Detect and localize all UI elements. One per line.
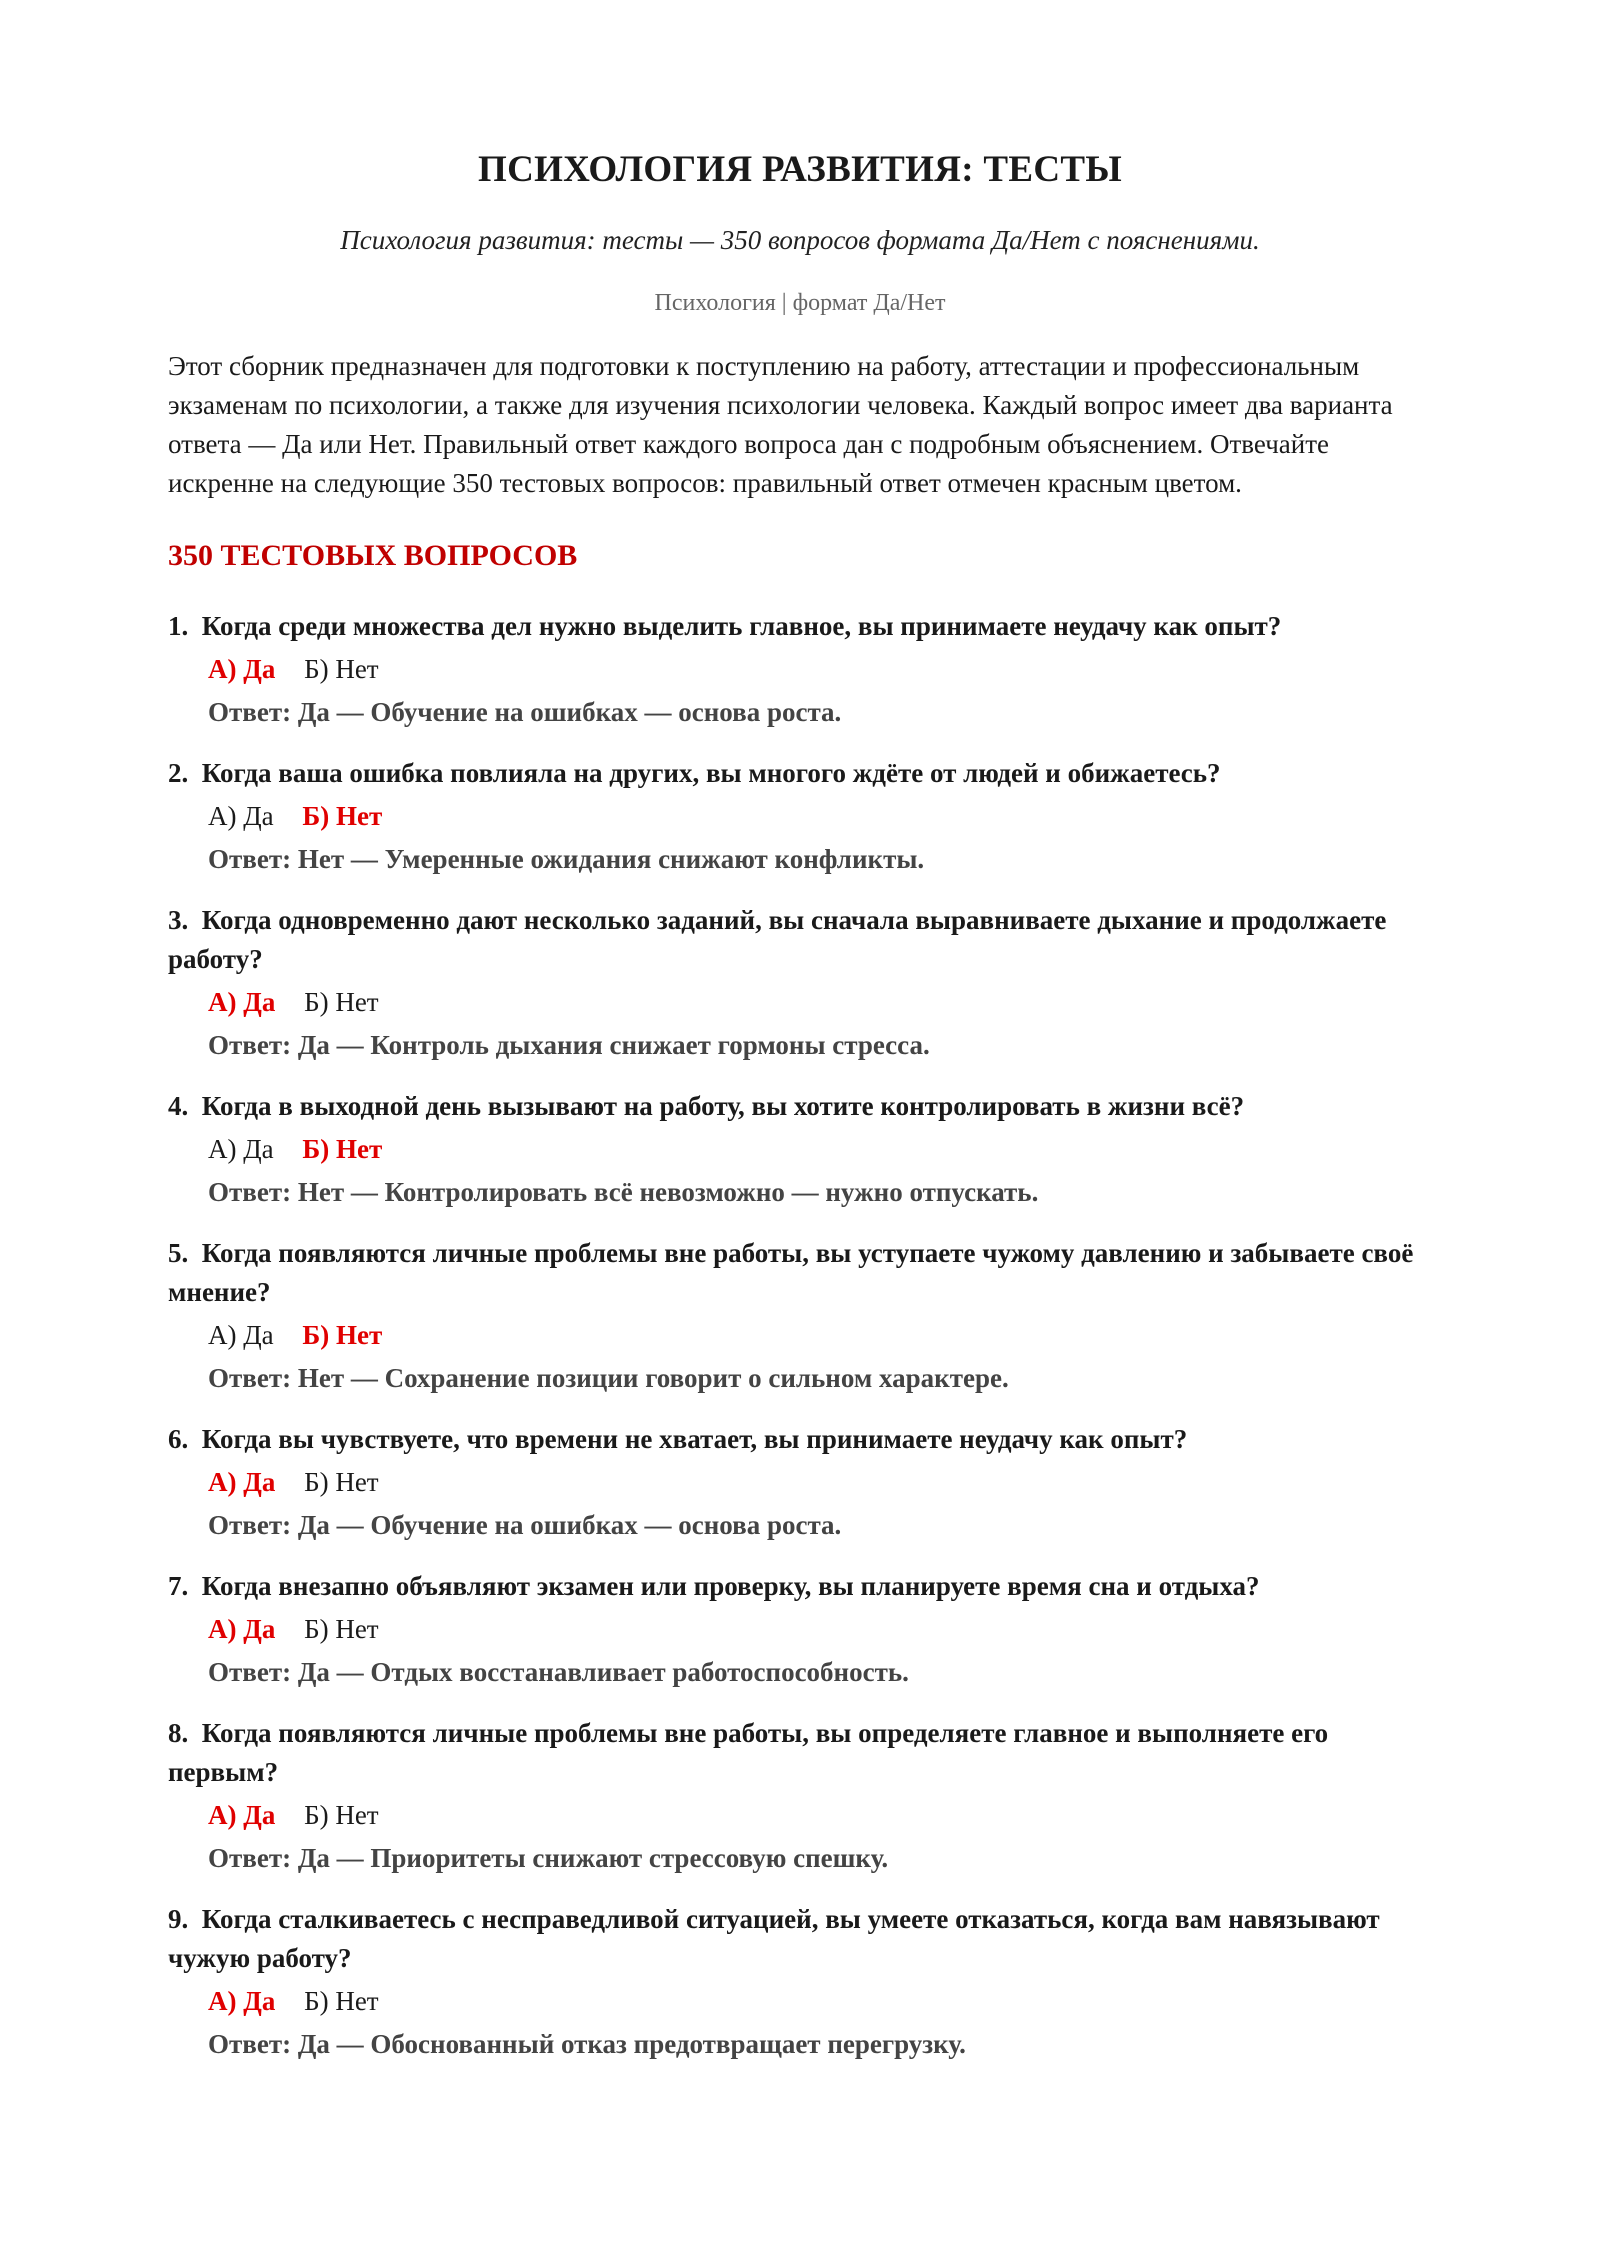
document-meta: Психология | формат Да/Нет xyxy=(654,290,946,316)
question-text xyxy=(168,607,1432,646)
question-label: Когда ваша ошибка повлияла на других, вы многого ждёте от людей и обижаетесь? xyxy=(201,758,1221,788)
question-item xyxy=(168,901,1432,1065)
option-b[interactable]: Б) Нет xyxy=(302,1134,383,1164)
option-a[interactable]: А) Да xyxy=(208,1986,276,2016)
question-number: 1. xyxy=(168,611,189,641)
option-a[interactable]: А) Да xyxy=(208,654,276,684)
answer-explanation: Ответ: Да — Контроль дыхания снижает гормоны стресса. xyxy=(208,1030,930,1060)
question-item xyxy=(168,1234,1432,1398)
option-b[interactable]: Б) Нет xyxy=(302,801,383,831)
question-text xyxy=(168,754,1432,793)
answer-options xyxy=(168,1130,1432,1169)
answer-explanation: Ответ: Нет — Сохранение позиции говорит о сильном характере. xyxy=(208,1363,1009,1393)
answer-explanation: Ответ: Да — Обучение на ошибках — основа роста. xyxy=(208,697,842,727)
option-b[interactable]: Б) Нет xyxy=(304,1467,379,1497)
answer-options xyxy=(168,1463,1432,1502)
question-item xyxy=(168,1087,1432,1212)
question-number: 2. xyxy=(168,758,189,788)
question-list xyxy=(168,607,1432,2064)
question-label: Когда одновременно дают несколько заданий, вы сначала выравниваете дыхание и продолжаете работу? xyxy=(168,905,1387,974)
intro-paragraph: Этот сборник предназначен для подготовки к поступлению на работу, аттестации и профессиональным экзаменам по психологии, а также для изучения психологии человека. Каждый вопрос имеет два варианта ответа — Да или Нет. Правильный ответ каждого вопроса дан с подробным объяснением. Отвечайте искренне на следующие 350 тестовых вопросов: правильный ответ отмечен красным цветом. xyxy=(168,351,1393,498)
question-text xyxy=(168,901,1432,979)
option-a[interactable]: А) Да xyxy=(208,1320,274,1350)
answer-explanation: Ответ: Нет — Контролировать всё невозможно — нужно отпускать. xyxy=(208,1177,1039,1207)
question-text xyxy=(168,1900,1432,1978)
option-b[interactable]: Б) Нет xyxy=(304,1614,379,1644)
question-text xyxy=(168,1234,1432,1312)
answer-explanation: Ответ: Нет — Умеренные ожидания снижают конфликты. xyxy=(208,844,925,874)
option-b[interactable]: Б) Нет xyxy=(304,1986,379,2016)
question-number: 7. xyxy=(168,1571,189,1601)
answer-options xyxy=(168,650,1432,689)
answer-options xyxy=(168,1610,1432,1649)
option-b[interactable]: Б) Нет xyxy=(304,654,379,684)
section-heading: 350 ТЕСТОВЫХ ВОПРОСОВ xyxy=(168,539,578,572)
question-item xyxy=(168,1567,1432,1692)
answer-options xyxy=(168,983,1432,1022)
question-label: Когда в выходной день вызывают на работу, вы хотите контролировать в жизни всё? xyxy=(201,1091,1245,1121)
answer-options xyxy=(168,797,1432,836)
question-label: Когда вы чувствуете, что времени не хватает, вы принимаете неудачу как опыт? xyxy=(201,1424,1188,1454)
question-item xyxy=(168,754,1432,879)
option-a[interactable]: А) Да xyxy=(208,801,274,831)
option-a[interactable]: А) Да xyxy=(208,1467,276,1497)
question-label: Когда появляются личные проблемы вне работы, вы определяете главное и выполняете его первым? xyxy=(168,1718,1329,1787)
question-label: Когда сталкиваетесь с несправедливой ситуацией, вы умеете отказаться, когда вам навязывают чужую работу? xyxy=(168,1904,1380,1973)
question-text xyxy=(168,1420,1432,1459)
question-item xyxy=(168,607,1432,732)
option-a[interactable]: А) Да xyxy=(208,1614,276,1644)
option-a[interactable]: А) Да xyxy=(208,987,276,1017)
question-label: Когда появляются личные проблемы вне работы, вы уступаете чужому давлению и забываете своё мнение? xyxy=(168,1238,1414,1307)
option-b[interactable]: Б) Нет xyxy=(304,1800,379,1830)
question-label: Когда среди множества дел нужно выделить главное, вы принимаете неудачу как опыт? xyxy=(201,611,1282,641)
question-item xyxy=(168,1714,1432,1878)
answer-explanation: Ответ: Да — Приоритеты снижают стрессовую спешку. xyxy=(208,1843,889,1873)
answer-options xyxy=(168,1982,1432,2021)
question-text xyxy=(168,1567,1432,1606)
question-number: 5. xyxy=(168,1238,189,1268)
answer-options xyxy=(168,1316,1432,1355)
answer-explanation: Ответ: Да — Обоснованный отказ предотвращает перегрузку. xyxy=(208,2029,966,2059)
option-b[interactable]: Б) Нет xyxy=(302,1320,383,1350)
option-a[interactable]: А) Да xyxy=(208,1800,276,1830)
option-b[interactable]: Б) Нет xyxy=(304,987,379,1017)
question-item xyxy=(168,1420,1432,1545)
question-label: Когда внезапно объявляют экзамен или проверку, вы планируете время сна и отдыха? xyxy=(201,1571,1260,1601)
question-number: 8. xyxy=(168,1718,189,1748)
document-title: ПСИХОЛОГИЯ РАЗВИТИЯ: ТЕСТЫ xyxy=(478,149,1122,190)
question-text xyxy=(168,1087,1432,1126)
question-number: 3. xyxy=(168,905,189,935)
answer-explanation: Ответ: Да — Обучение на ошибках — основа роста. xyxy=(208,1510,842,1540)
question-item xyxy=(168,1900,1432,2064)
document-subtitle: Психология развития: тесты — 350 вопросов формата Да/Нет с пояснениями. xyxy=(340,225,1260,255)
question-text xyxy=(168,1714,1432,1792)
answer-options xyxy=(168,1796,1432,1835)
question-number: 4. xyxy=(168,1091,189,1121)
question-number: 6. xyxy=(168,1424,189,1454)
question-number: 9. xyxy=(168,1904,189,1934)
answer-explanation: Ответ: Да — Отдых восстанавливает работоспособность. xyxy=(208,1657,909,1687)
option-a[interactable]: А) Да xyxy=(208,1134,274,1164)
